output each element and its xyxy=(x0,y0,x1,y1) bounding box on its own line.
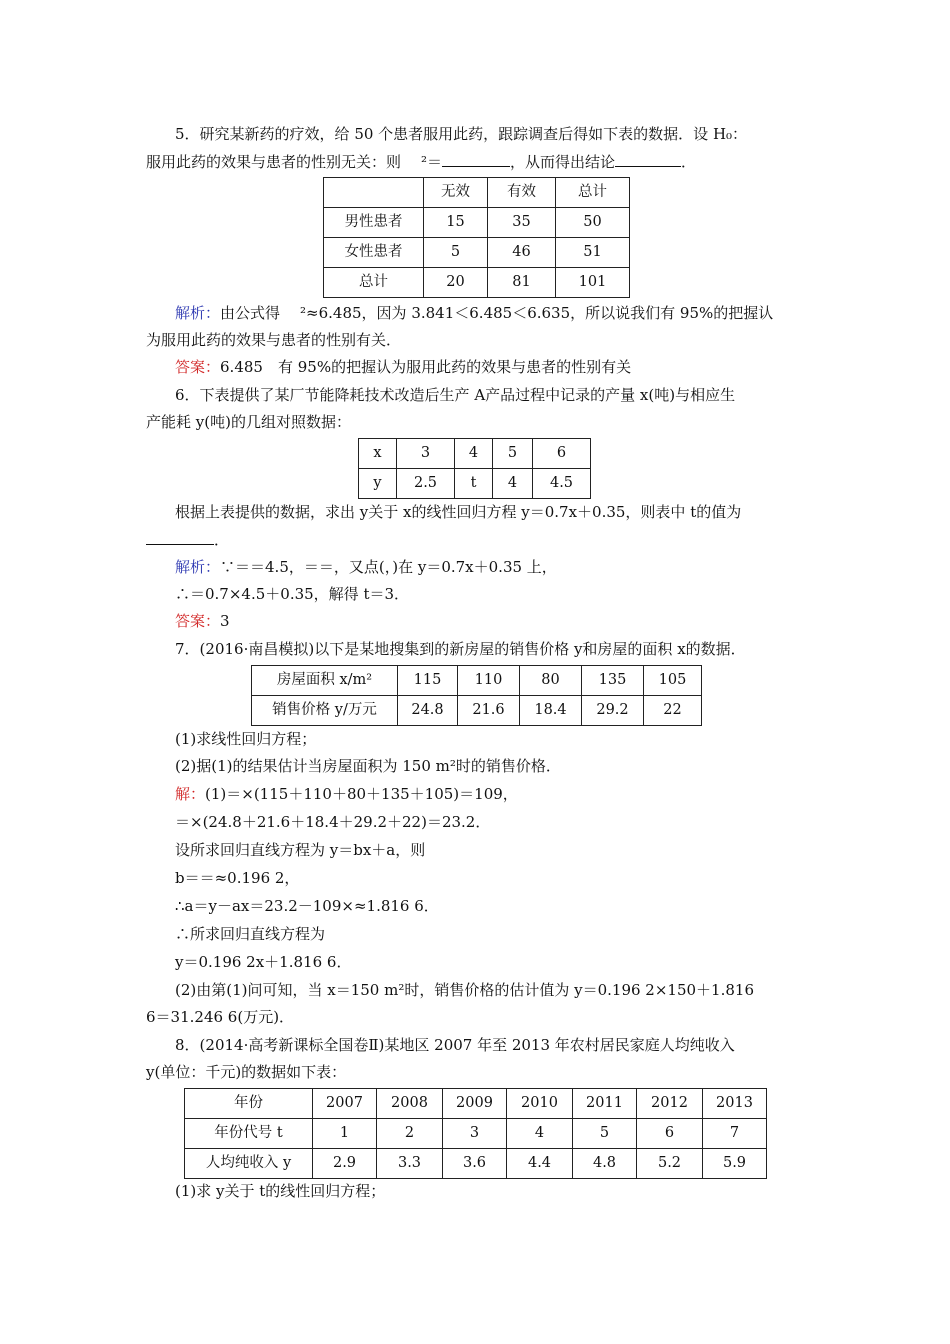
q7-solution-text: (1)＝×(115＋110＋80＋135＋105)＝109， xyxy=(205,785,518,803)
q5-answer-label: 答案： xyxy=(175,358,221,376)
q7-table-cell: 80 xyxy=(520,666,582,696)
q5-table-cell: 15 xyxy=(424,208,488,238)
q6-blank xyxy=(146,529,214,545)
q8-table-cell: 3.3 xyxy=(377,1149,443,1179)
q5-line-2-mid: ，从而得出结论 xyxy=(510,153,616,171)
q5-table-cell: 20 xyxy=(424,268,488,298)
q5-table-cell: 总计 xyxy=(324,268,424,298)
q7-table-cell: 销售价格 y/万元 xyxy=(252,696,398,726)
q6-table-cell: 4 xyxy=(493,469,533,499)
q5-table-cell: 35 xyxy=(488,208,556,238)
q5-analysis-text-b: ²≈6.485，因为 3.841＜6.485＜6.635，所以说我们有 95%的把握认 xyxy=(300,304,774,322)
q5-table xyxy=(323,177,630,298)
q7-sub-1: (1)求线性回归方程； xyxy=(175,730,317,748)
q6-answer-label: 答案： xyxy=(175,612,221,630)
q5-table-cell: 男性患者 xyxy=(324,208,424,238)
q7-table-cell: 22 xyxy=(644,696,702,726)
q8-table-cell: 5.9 xyxy=(703,1149,767,1179)
q6-table-cell: 4 xyxy=(455,439,493,469)
q6-line-4 xyxy=(146,529,229,550)
q7-table-cell: 29.2 xyxy=(582,696,644,726)
q8-table-cell: 年份 xyxy=(185,1089,313,1119)
q5-table-cell: 女性患者 xyxy=(324,238,424,268)
q8-table-cell: 2009 xyxy=(443,1089,507,1119)
q6-line-3: 根据上表提供的数据，求出 y关于 x的线性回归方程 y＝0.7x＋0.35，则表中 t的值为 xyxy=(175,503,742,521)
q7-solution-8: (2)由第(1)问可知，当 x＝150 m²时，销售价格的估计值为 y＝0.196 2×150＋1.816 xyxy=(175,981,754,999)
q8-table xyxy=(184,1088,767,1179)
q8-sub-1: (1)求 y关于 t的线性回归方程； xyxy=(175,1182,386,1200)
q7-table-cell: 105 xyxy=(644,666,702,696)
q7-solution-7: y＝0.196 2x＋1.816 6． xyxy=(175,953,352,971)
q5-chi-sq: ²＝ xyxy=(421,153,443,171)
q6-line-1: 6．下表提供了某厂节能降耗技术改造后生产 A产品过程中记录的产量 x(吨)与相应生 xyxy=(175,386,736,404)
q5-line-2-end: ． xyxy=(681,153,697,171)
q5-table-cell: 总计 xyxy=(556,178,630,208)
q5-line-2-text: 服用此药的效果与患者的性别无关：则 xyxy=(146,153,402,171)
q7-table xyxy=(251,665,702,726)
q5-table-cell: 无效 xyxy=(424,178,488,208)
q7-table-cell: 21.6 xyxy=(458,696,520,726)
q5-table-row xyxy=(324,178,630,208)
q6-analysis-label: 解析： xyxy=(175,558,221,576)
q8-table-cell: 年份代号 t xyxy=(185,1119,313,1149)
q7-solution-3: 设所求回归直线方程为 y＝bx＋a，则 xyxy=(175,841,426,859)
q7-solution-9: 6＝31.246 6(万元)． xyxy=(146,1008,295,1026)
q5-analysis-1 xyxy=(175,303,773,323)
q5-answer-text: 6.485 有 95%的把握认为服用此药的效果与患者的性别有关 xyxy=(220,358,632,376)
q7-table-cell: 115 xyxy=(398,666,458,696)
q5-table-cell: 51 xyxy=(556,238,630,268)
q7-table-cell: 135 xyxy=(582,666,644,696)
q5-table-cell xyxy=(324,178,424,208)
q8-table-cell: 4 xyxy=(507,1119,573,1149)
q8-line-2: y(单位：千元)的数据如下表： xyxy=(146,1063,347,1081)
q6-table xyxy=(358,438,591,499)
q5-line-2 xyxy=(146,151,696,172)
q7-solution-2: ＝×(24.8＋21.6＋18.4＋29.2＋22)＝23.2． xyxy=(175,813,491,831)
q5-table-cell: 46 xyxy=(488,238,556,268)
q6-table-row xyxy=(359,439,591,469)
q8-table-cell: 人均纯收入 y xyxy=(185,1149,313,1179)
q6-answer-text: 3 xyxy=(220,612,230,630)
q8-table-row xyxy=(185,1089,767,1119)
q8-table-cell: 2013 xyxy=(703,1089,767,1119)
q8-table-cell: 2010 xyxy=(507,1089,573,1119)
q5-table-cell: 101 xyxy=(556,268,630,298)
q5-table-cell: 5 xyxy=(424,238,488,268)
q7-table-row xyxy=(252,666,702,696)
q7-solution-5: ∴a＝y－ax＝23.2－109×≈1.816 6． xyxy=(175,897,439,915)
q8-table-cell: 6 xyxy=(637,1119,703,1149)
q6-analysis-1 xyxy=(175,557,557,577)
q6-table-cell: 3 xyxy=(397,439,455,469)
q5-table-cell: 81 xyxy=(488,268,556,298)
q8-table-cell: 4.4 xyxy=(507,1149,573,1179)
q7-table-cell: 110 xyxy=(458,666,520,696)
q8-table-cell: 4.8 xyxy=(573,1149,637,1179)
q5-answer xyxy=(175,357,631,377)
q7-table-cell: 24.8 xyxy=(398,696,458,726)
q6-table-cell: y xyxy=(359,469,397,499)
q8-table-cell: 2012 xyxy=(637,1089,703,1119)
q8-table-cell: 1 xyxy=(313,1119,377,1149)
q7-solution-6: ∴所求回归直线方程为 xyxy=(175,925,326,943)
q5-table-row xyxy=(324,238,630,268)
q6-answer xyxy=(175,611,230,631)
q7-sub-2: (2)据(1)的结果估计当房屋面积为 150 m²时的销售价格． xyxy=(175,757,561,775)
q6-table-cell: 4.5 xyxy=(533,469,591,499)
q6-analysis-text: ∵＝＝4.5，＝＝，又点(，)在 y＝0.7x＋0.35 上， xyxy=(220,558,557,576)
q7-table-cell: 18.4 xyxy=(520,696,582,726)
q6-table-cell: 6 xyxy=(533,439,591,469)
q5-table-cell: 50 xyxy=(556,208,630,238)
q6-table-cell: 5 xyxy=(493,439,533,469)
q7-line-1: 7．(2016·南昌模拟)以下是某地搜集到的新房屋的销售价格 y和房屋的面积 x的数据． xyxy=(175,640,746,658)
q5-table-row xyxy=(324,268,630,298)
q5-analysis-2: 为服用此药的效果与患者的性别有关． xyxy=(146,331,402,349)
q7-solution-4: b＝＝≈0.196 2， xyxy=(175,869,300,887)
q8-table-cell: 2 xyxy=(377,1119,443,1149)
q8-line-1: 8．(2014·高考新课标全国卷Ⅱ)某地区 2007 年至 2013 年农村居民家庭人均纯收入 xyxy=(175,1036,735,1054)
q8-table-cell: 2007 xyxy=(313,1089,377,1119)
q6-table-row xyxy=(359,469,591,499)
q6-table-cell: 2.5 xyxy=(397,469,455,499)
q5-blank-1 xyxy=(442,151,510,167)
q8-table-cell: 3.6 xyxy=(443,1149,507,1179)
q6-table-cell: x xyxy=(359,439,397,469)
q7-solution-1 xyxy=(175,784,518,804)
q8-table-cell: 7 xyxy=(703,1119,767,1149)
q5-blank-2 xyxy=(615,151,681,167)
q8-table-cell: 2.9 xyxy=(313,1149,377,1179)
q5-table-row xyxy=(324,208,630,238)
q6-table-cell: t xyxy=(455,469,493,499)
q8-table-row xyxy=(185,1149,767,1179)
q8-table-cell: 2008 xyxy=(377,1089,443,1119)
q8-table-cell: 5.2 xyxy=(637,1149,703,1179)
q6-analysis-2: ∴＝0.7×4.5＋0.35，解得 t＝3． xyxy=(175,585,410,603)
q8-table-cell: 2011 xyxy=(573,1089,637,1119)
q6-line-2: 产能耗 y(吨)的几组对照数据： xyxy=(146,413,351,431)
q5-table-cell: 有效 xyxy=(488,178,556,208)
q6-line-4-end: ． xyxy=(214,531,230,549)
q8-table-row xyxy=(185,1119,767,1149)
q7-table-cell: 房屋面积 x/m² xyxy=(252,666,398,696)
q8-table-cell: 3 xyxy=(443,1119,507,1149)
q8-table-cell: 5 xyxy=(573,1119,637,1149)
q5-analysis-text-a: 由公式得 xyxy=(220,304,281,322)
q5-line-1: 5．研究某新药的疗效，给 50 个患者服用此药，跟踪调查后得如下表的数据．设 H₀： xyxy=(175,125,748,143)
q5-analysis-label: 解析： xyxy=(175,304,221,322)
q7-solution-label: 解： xyxy=(175,785,206,803)
q7-table-row xyxy=(252,696,702,726)
